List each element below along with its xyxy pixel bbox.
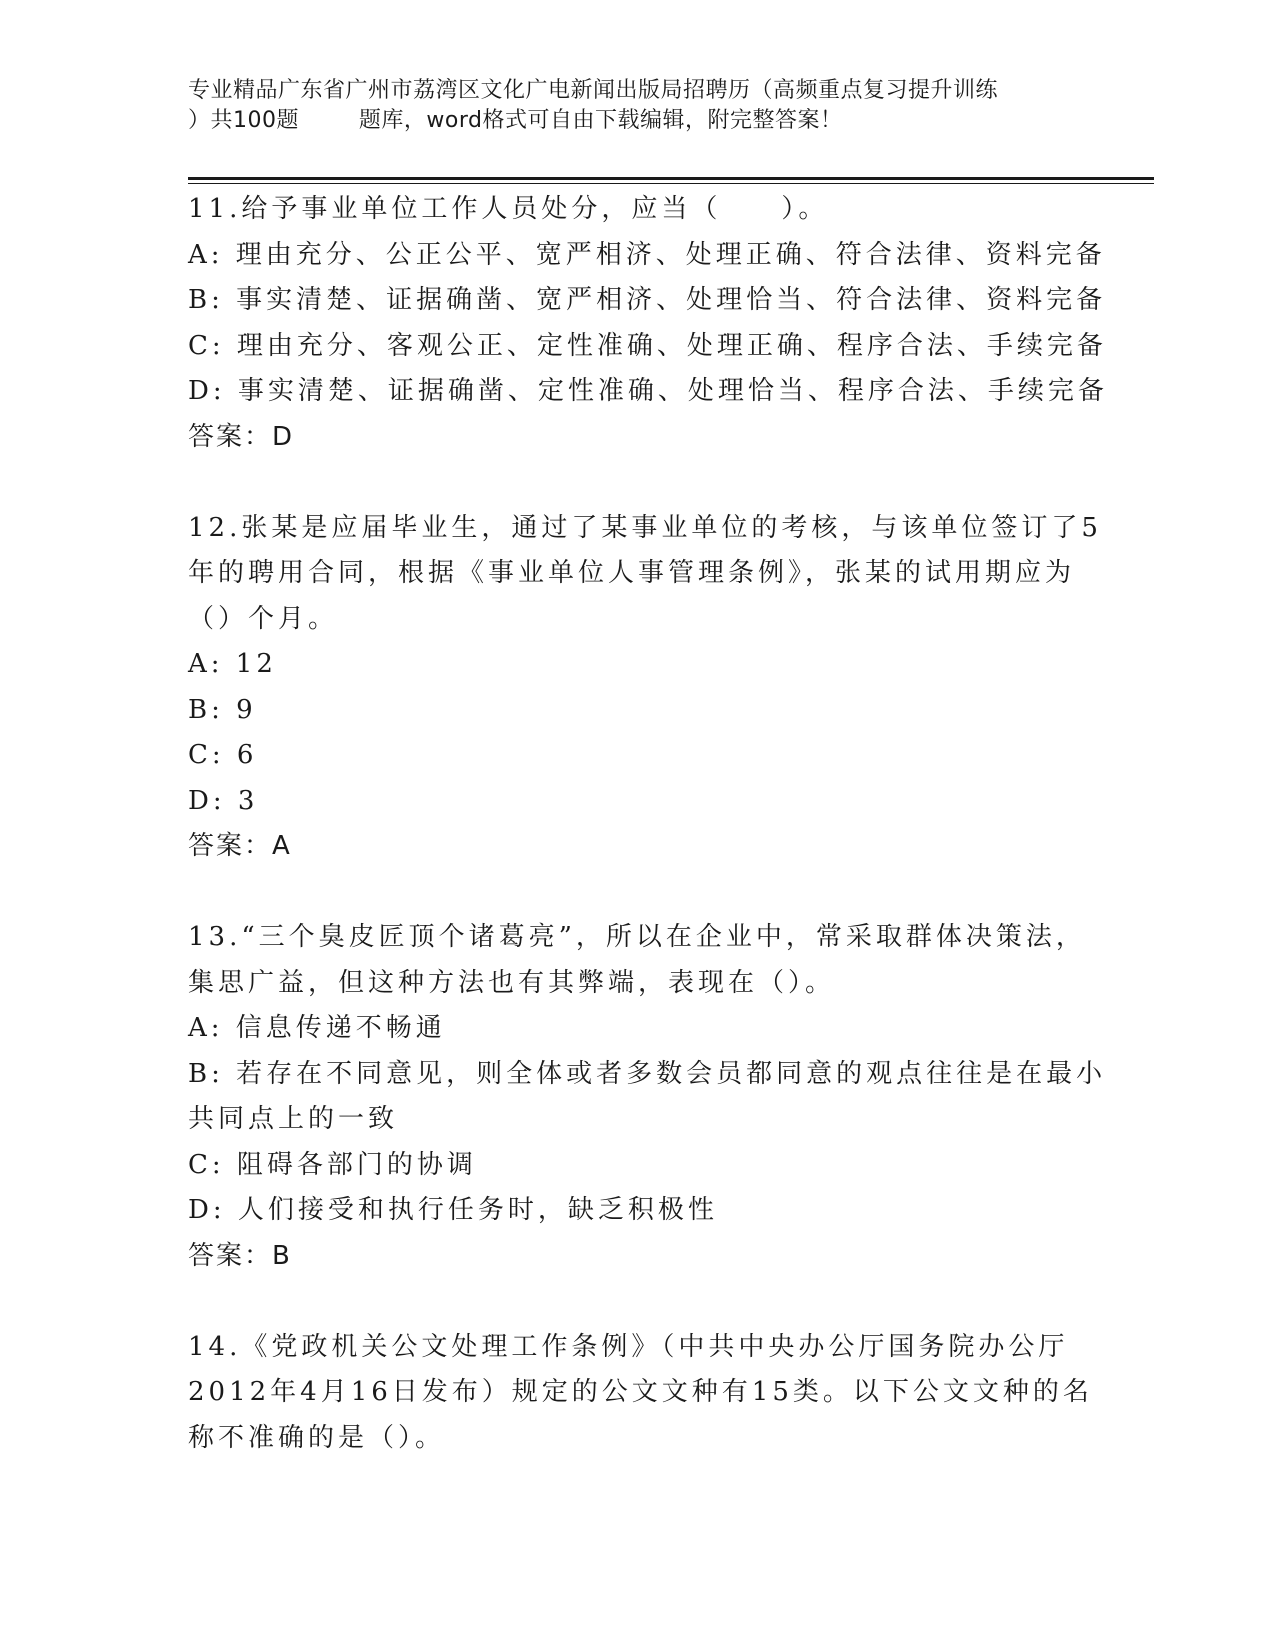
question-11 <box>188 187 1108 460</box>
question-13-option-b-line-1: B: 若存在不同意见，则全体或者多数会员都同意的观点往往是在最小 <box>188 1058 1107 1089</box>
question-13-option-d: D: 人们接受和执行任务时，缺乏积极性 <box>188 1195 718 1225</box>
question-11-stem: 11.给予事业单位工作人员处分，应当（ ）。 <box>188 194 829 224</box>
question-12-stem-line-3: （）个月。 <box>188 603 339 634</box>
question-12-option-a: A: 12 <box>188 649 277 679</box>
question-12-option-b: B: 9 <box>188 694 257 725</box>
question-13 <box>188 915 1107 1279</box>
question-14-stem-line-3: 称不准确的是（）。 <box>188 1422 446 1453</box>
question-11-option-a: A: 理由充分、公正公平、宽严相济、处理正确、符合法律、资料完备 <box>188 239 1106 270</box>
question-12-stem-line-1: 12.张某是应届毕业生，通过了某事业单位的考核，与该单位签订了5 <box>188 512 1102 543</box>
question-11-option-b: B: 事实清楚、证据确凿、宽严相济、处理恰当、符合法律、资料完备 <box>188 285 1107 315</box>
question-13-answer: 答案：B <box>188 1240 292 1271</box>
question-13-option-b-line-2: 共同点上的一致 <box>188 1104 399 1134</box>
header-line-2: ）共100题 题库，word格式可自由下载编辑，附完整答案！ <box>188 108 843 133</box>
question-spacer <box>188 460 1088 506</box>
question-14 <box>188 1325 1093 1462</box>
question-11-option-c: C: 理由充分、客观公正、定性准确、处理正确、程序合法、手续完备 <box>188 330 1107 361</box>
question-spacer <box>188 1279 1088 1325</box>
header-divider-thick <box>188 177 1154 180</box>
question-13-option-a: A: 信息传递不畅通 <box>188 1013 446 1043</box>
question-12-option-c: C: 6 <box>188 740 258 770</box>
question-list <box>188 187 1108 1461</box>
question-14-stem-line-2: 2012年4月16日发布）规定的公文文种有15类。以下公文文种的名 <box>188 1377 1093 1407</box>
question-12 <box>188 506 1102 870</box>
question-11-option-d: D: 事实清楚、证据确凿、定性准确、处理恰当、程序合法、手续完备 <box>188 376 1108 406</box>
question-13-stem-line-1: 13.“三个臭皮匠顶个诸葛亮”，所以在企业中，常采取群体决策法， <box>188 922 1086 952</box>
header-line-1: 专业精品广东省广州市荔湾区文化广电新闻出版局招聘历（高频重点复习提升训练 <box>188 78 999 103</box>
question-14-stem-line-1: 14.《党政机关公文处理工作条例》（中共中央办公厅国务院办公厅 <box>188 1331 1069 1362</box>
header-divider-thin <box>188 183 1154 184</box>
question-12-stem-line-2: 年的聘用合同，根据《事业单位人事管理条例》，张某的试用期应为 <box>188 558 1076 588</box>
question-12-option-d: D: 3 <box>188 785 259 816</box>
question-13-option-c: C: 阻碍各部门的协调 <box>188 1149 477 1180</box>
document-header <box>188 76 1088 136</box>
question-12-answer: 答案：A <box>188 831 292 861</box>
question-13-stem-line-2: 集思广益，但这种方法也有其弊端，表现在（）。 <box>188 967 836 998</box>
question-spacer <box>188 870 1088 916</box>
question-11-answer: 答案：D <box>188 421 295 452</box>
